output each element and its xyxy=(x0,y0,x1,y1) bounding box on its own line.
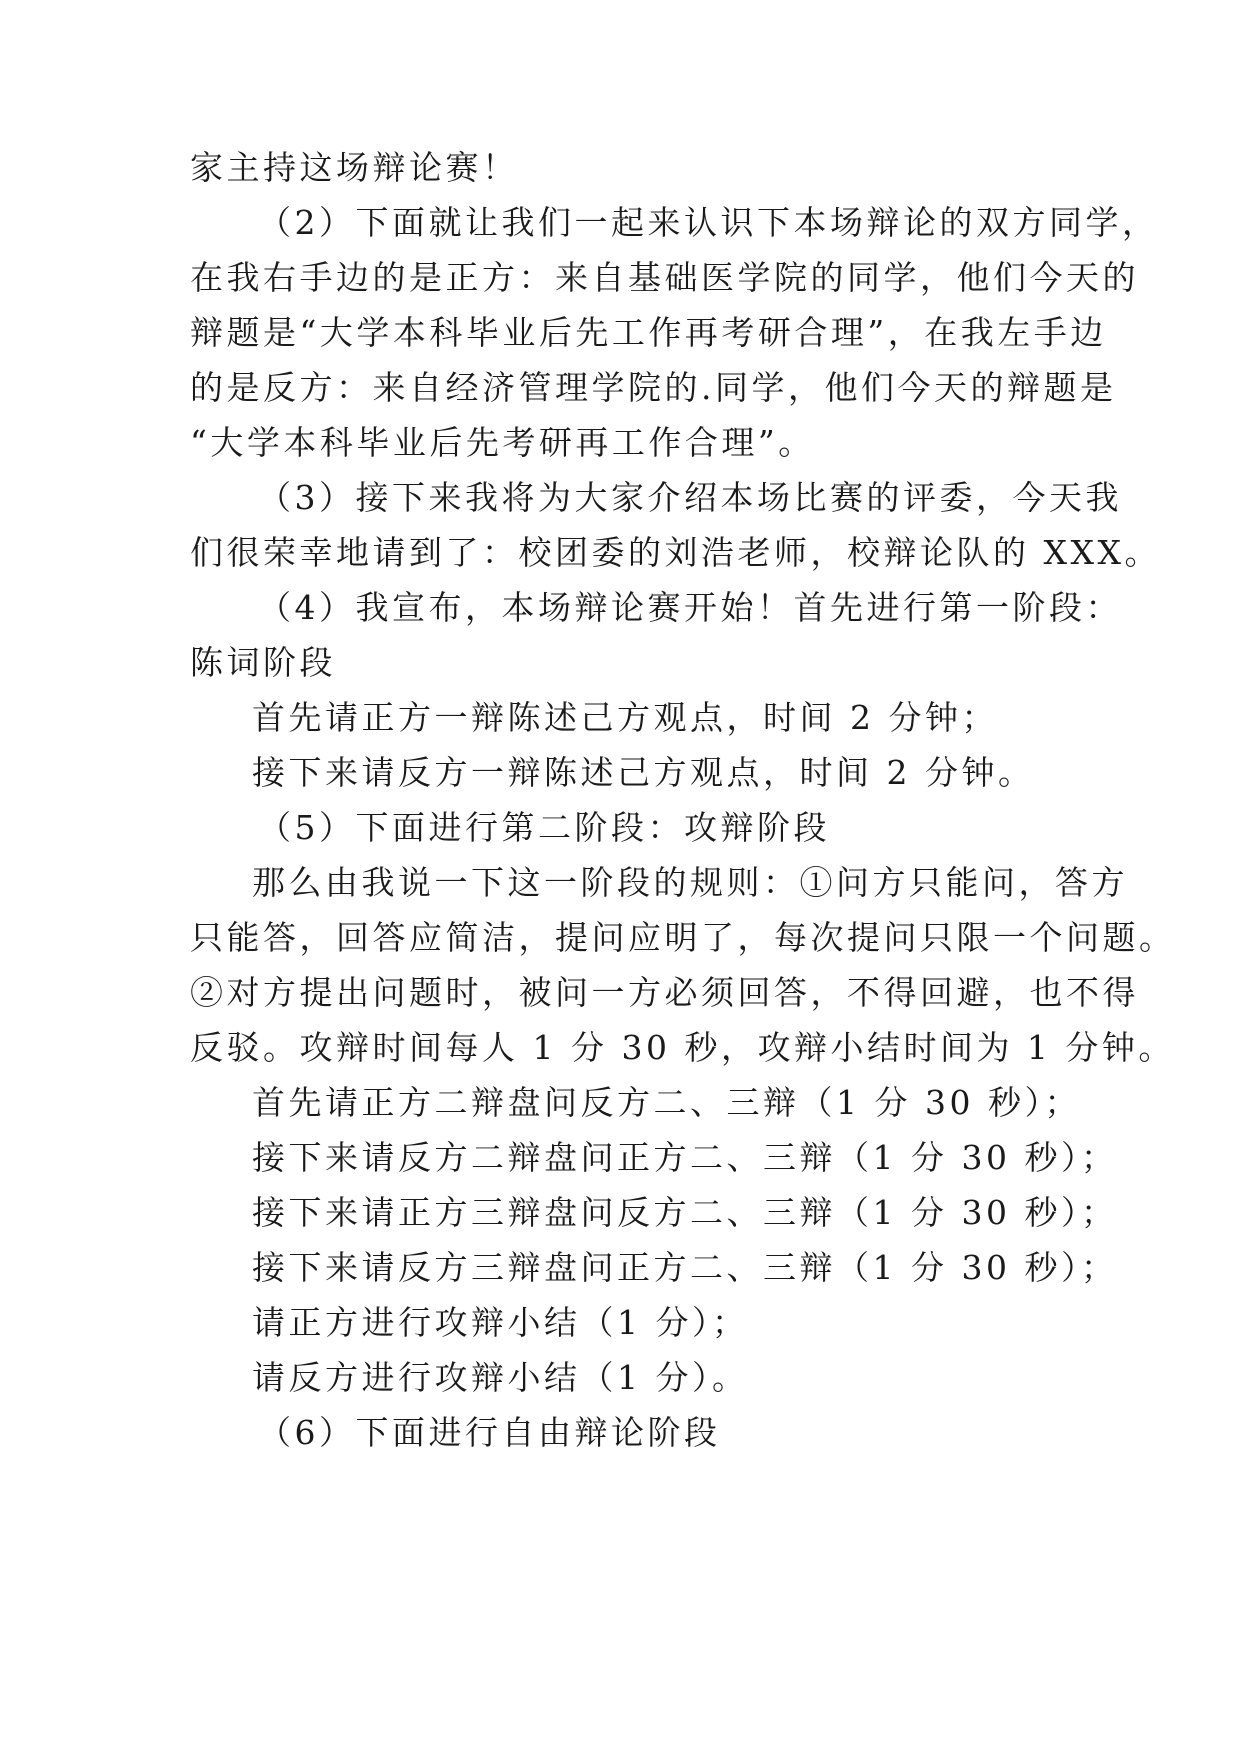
paragraph-line: 的是反方：来自经济管理学院的.同学，他们今天的辩题是 xyxy=(190,368,1117,407)
paragraph-line: 接下来请反方二辩盘问正方二、三辩（1 分 30 秒）； xyxy=(252,1138,1118,1177)
paragraph-line: “大学本科毕业后先考研再工作合理”。 xyxy=(190,423,815,462)
paragraph-line: 首先请正方二辩盘问反方二、三辩（1 分 30 秒）； xyxy=(252,1083,1081,1122)
paragraph-line: （4）我宣布，本场辩论赛开始！首先进行第一阶段： xyxy=(258,588,1122,627)
paragraph-line: 首先请正方一辩陈述己方观点，时间 2 分钟； xyxy=(252,698,998,737)
paragraph-line: 请正方进行攻辩小结（1 分）； xyxy=(252,1303,749,1342)
paragraph-line: 接下来请反方三辩盘问正方二、三辩（1 分 30 秒）； xyxy=(252,1248,1118,1287)
paragraph-line: 在我右手边的是正方：来自基础医学院的同学，他们今天的 xyxy=(190,258,1139,297)
paragraph-line: （5）下面进行第二阶段：攻辩阶段 xyxy=(258,808,830,847)
paragraph-line: 只能答，回答应简洁，提问应明了，每次提问只限一个问题。 xyxy=(190,918,1176,957)
paragraph-line: （2）下面就让我们一起来认识下本场辩论的双方同学， xyxy=(258,203,1159,242)
paragraph-line: 反驳。攻辩时间每人 1 分 30 秒，攻辩小结时间为 1 分钟。 xyxy=(190,1028,1175,1067)
paragraph-line: （3）接下来我将为大家介绍本场比赛的评委，今天我 xyxy=(258,478,1122,517)
paragraph-line: 接下来请反方一辩陈述己方观点，时间 2 分钟。 xyxy=(252,753,1035,792)
paragraph-line: （6）下面进行自由辩论阶段 xyxy=(258,1413,721,1452)
paragraph-line: ②对方提出问题时，被问一方必须回答，不得回避，也不得 xyxy=(190,973,1139,1012)
paragraph-line: 们很荣幸地请到了：校团委的刘浩老师，校辩论队的 XXX。 xyxy=(190,533,1161,572)
paragraph-line: 家主持这场辩论赛！ xyxy=(190,148,519,187)
paragraph-line: 陈词阶段 xyxy=(190,643,336,682)
paragraph-line: 接下来请正方三辩盘问反方二、三辩（1 分 30 秒）； xyxy=(252,1193,1118,1232)
paragraph-line: 那么由我说一下这一阶段的规则：①问方只能问，答方 xyxy=(252,863,1128,902)
paragraph-line: 辩题是“大学本科毕业后先工作再考研合理”，在我左手边 xyxy=(190,313,1107,352)
paragraph-line: 请反方进行攻辩小结（1 分）。 xyxy=(252,1358,749,1397)
